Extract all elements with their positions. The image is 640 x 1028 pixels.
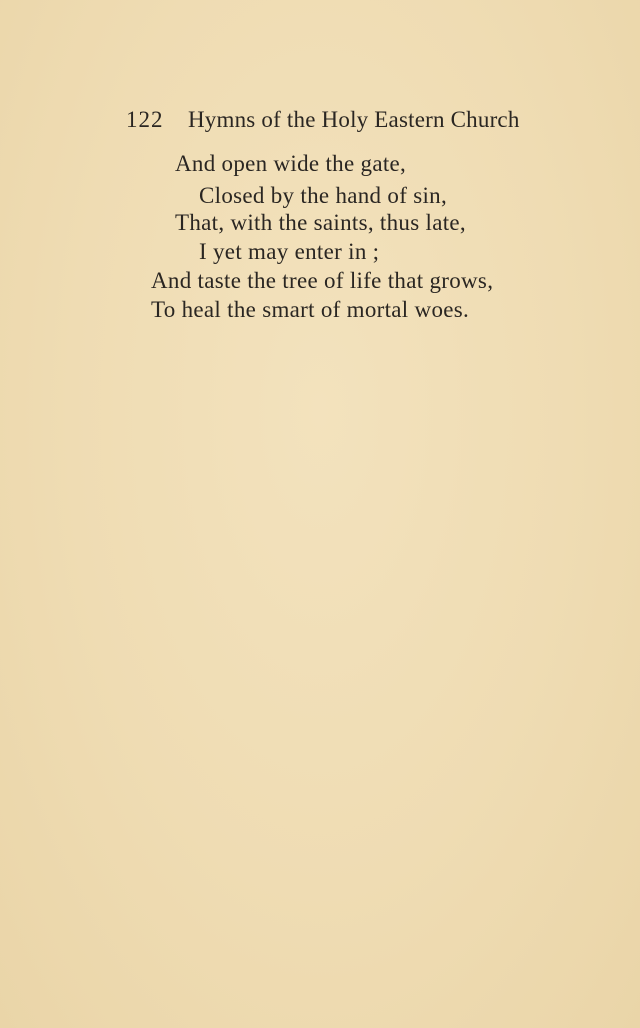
page-number: 122 bbox=[126, 107, 164, 132]
running-title: Hymns of the Holy Eastern Church bbox=[188, 107, 520, 132]
verse-line-4: I yet may enter in ; bbox=[199, 239, 380, 264]
verse-line-6: To heal the smart of mortal woes. bbox=[151, 297, 470, 322]
hymn-stanza bbox=[0, 0, 640, 400]
verse-line-1: And open wide the gate, bbox=[175, 151, 407, 176]
verse-line-3: That, with the saints, thus late, bbox=[175, 210, 466, 235]
verse-line-2: Closed by the hand of sin, bbox=[199, 183, 447, 208]
verse-line-5: And taste the tree of life that grows, bbox=[151, 268, 494, 293]
